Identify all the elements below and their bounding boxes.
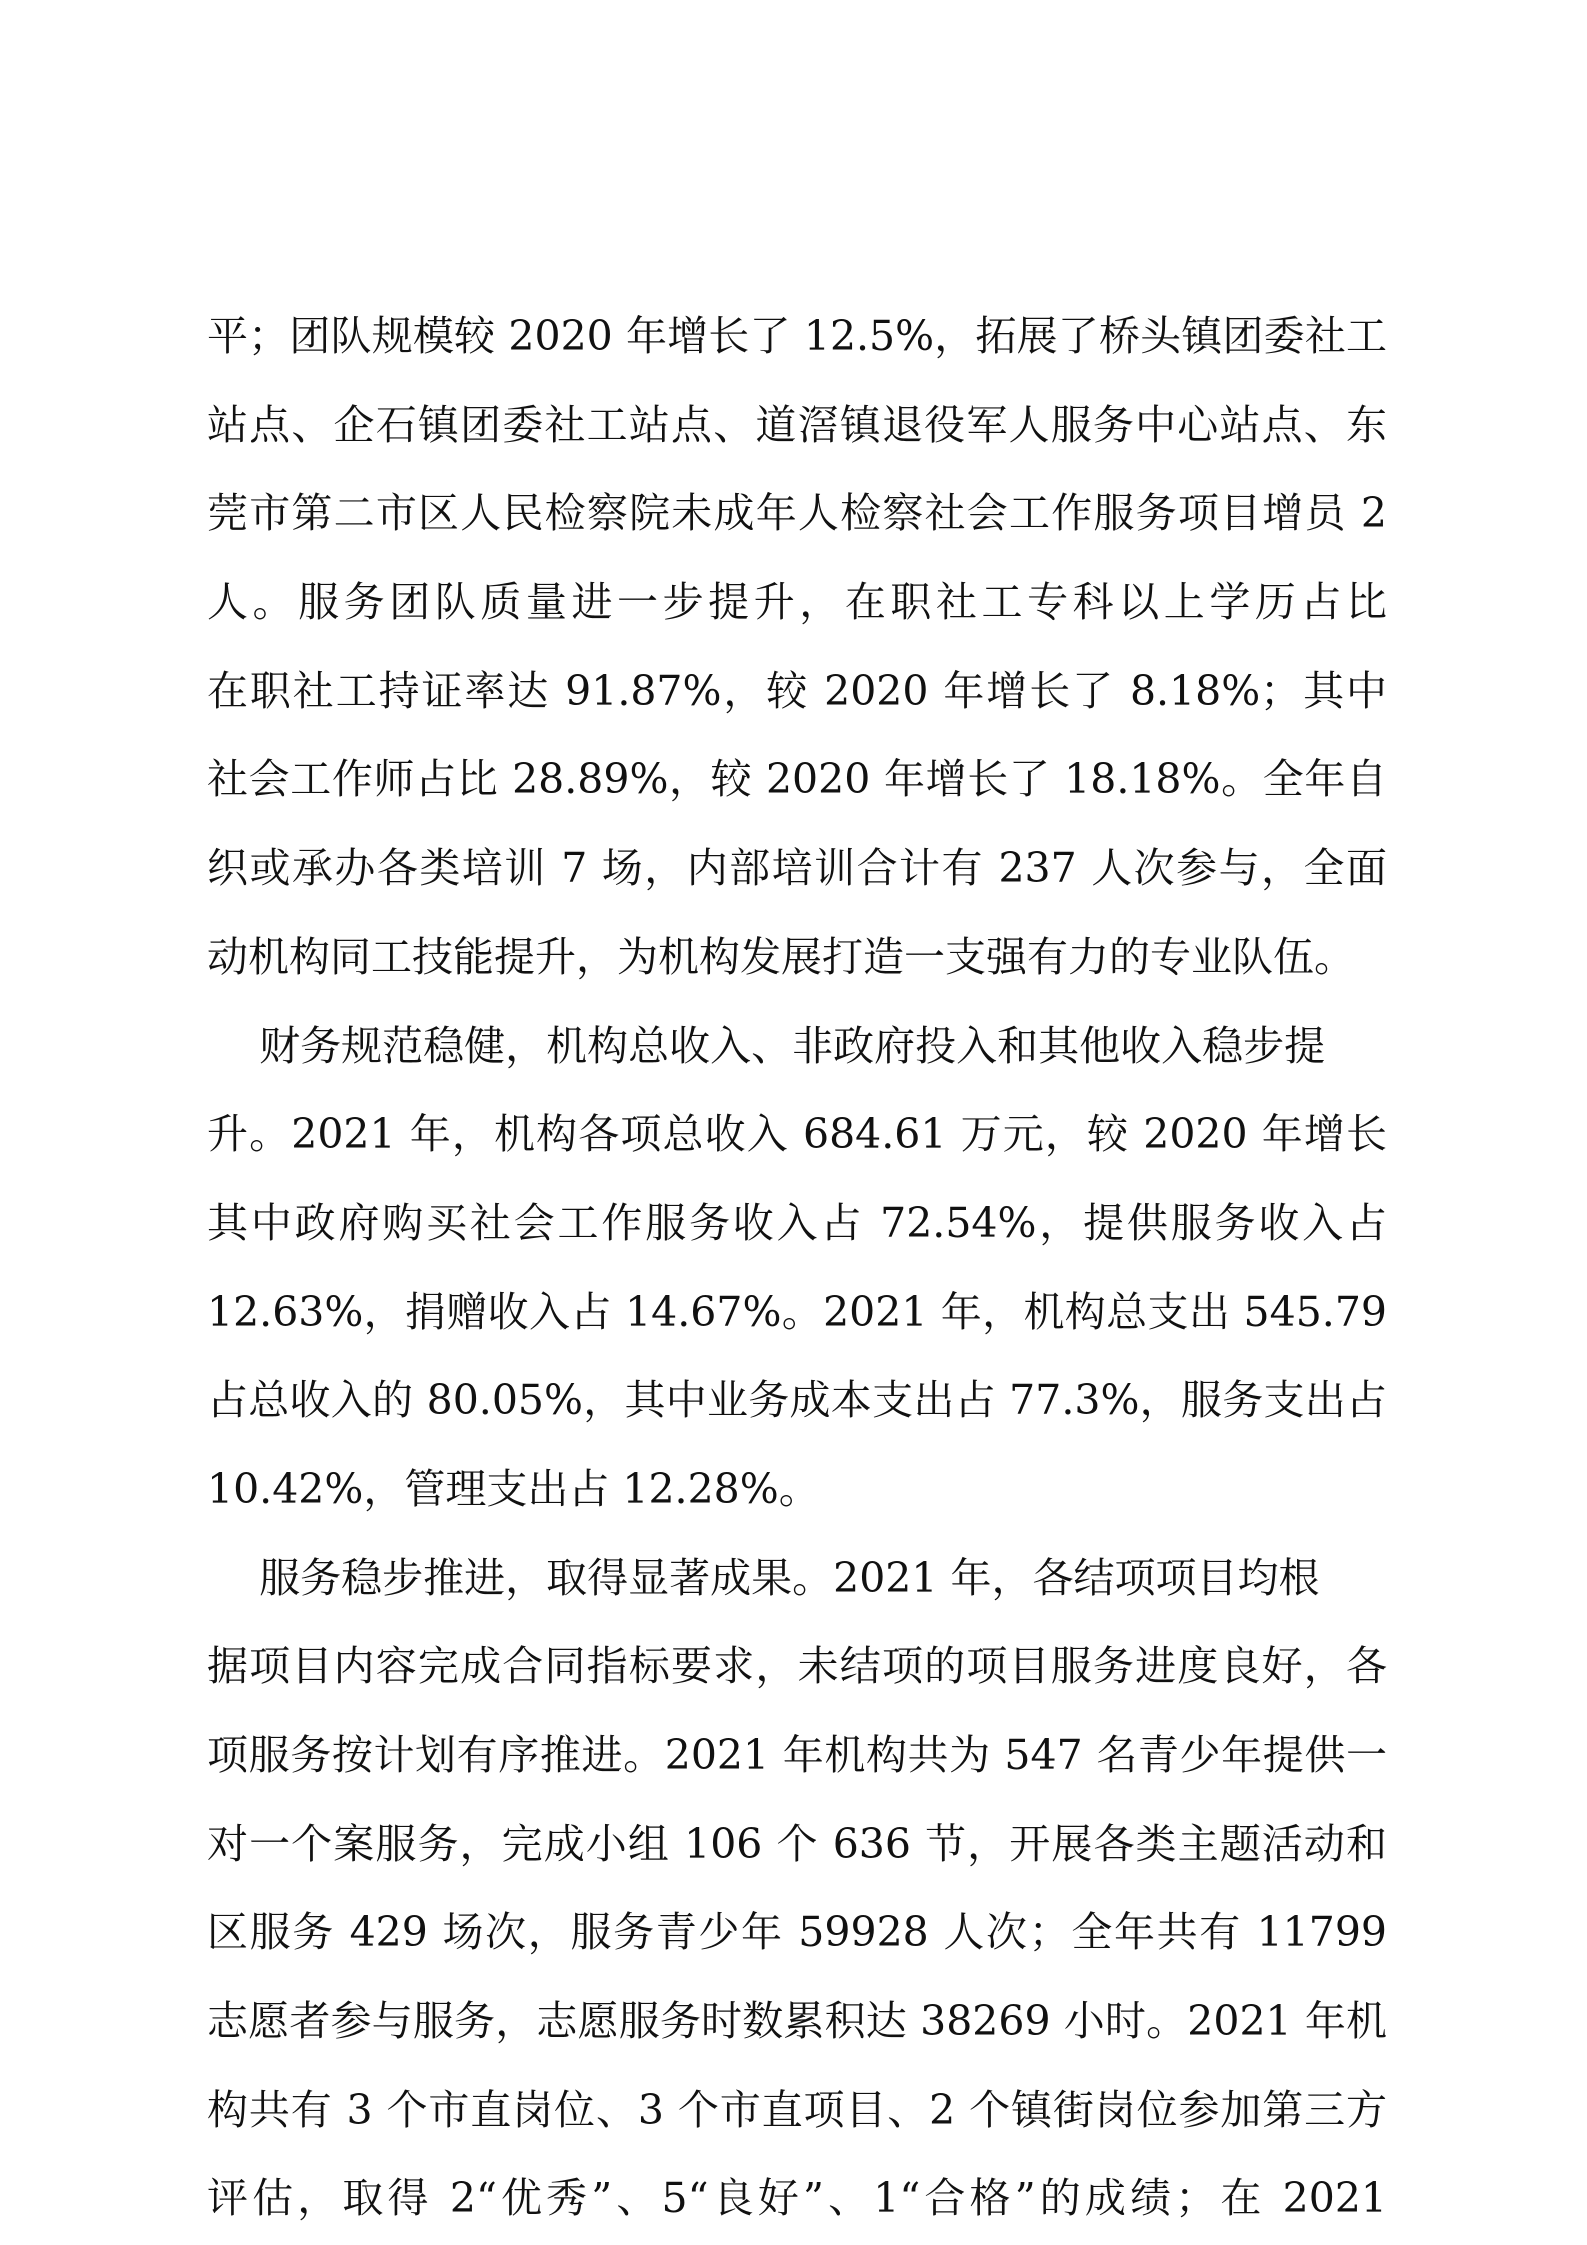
text-line: 10.42%，管理支出占 12.28%。 — [207, 1464, 820, 1513]
text-line: 项服务按计划有序推进。2021 年机构共为 547 名青少年提供一 — [207, 1731, 1387, 1779]
text-line: 评估，取得 2“优秀”、5“良好”、1“合格”的成绩；在 2021 — [207, 2174, 1387, 2223]
text-line: 升。2021 年，机构各项总收入 684.61 万元，较 2020 年增长 — [207, 1110, 1387, 1159]
paragraph-start-line: 财务规范稳健，机构总收入、非政府投入和其他收入稳步提 — [207, 1021, 1326, 1070]
text-line: 站点、企石镇团委社工站点、道滘镇退役军人服务中心站点、东 — [207, 400, 1387, 449]
text-line: 据项目内容完成合同指标要求，未结项的项目服务进度良好，各 — [207, 1642, 1387, 1691]
text-line: 对一个案服务，完成小组 106 个 636 节，开展各类主题活动和 — [207, 1819, 1387, 1868]
text-line: 莞市第二市区人民检察院未成年人检察社会工作服务项目增员 2 — [207, 489, 1387, 538]
text-line: 平；团队规模较 2020 年增长了 12.5%，拓展了桥头镇团委社工 — [207, 312, 1387, 360]
text-line: 其中政府购买社会工作服务收入占 72.54%，提供服务收入占 — [207, 1198, 1387, 1247]
text-line: 人。服务团队质量进一步提升，在职社工专科以上学历占比 — [207, 578, 1387, 627]
text-line: 在职社工持证率达 91.87%，较 2020 年增长了 8.18%；其中 — [207, 666, 1387, 715]
text-line: 动机构同工技能提升，为机构发展打造一支强有力的专业队伍。 — [207, 932, 1355, 981]
text-line: 志愿者参与服务，志愿服务时数累积达 38269 小时。2021 年机 — [207, 1997, 1387, 2046]
paragraph-start-line: 服务稳步推进，取得显著成果。2021 年，各结项项目均根 — [207, 1553, 1320, 1602]
text-line: 织或承办各类培训 7 场，内部培训合计有 237 人次参与，全面 — [207, 844, 1387, 893]
text-line: 社会工作师占比 28.89%，较 2020 年增长了 18.18%。全年自 — [207, 755, 1387, 804]
text-line: 12.63%，捐赠收入占 14.67%。2021 年，机构总支出 545.79 — [207, 1287, 1387, 1336]
text-line: 构共有 3 个市直岗位、3 个市直项目、2 个镇街岗位参加第三方 — [207, 2085, 1387, 2134]
text-line: 占总收入的 80.05%，其中业务成本支出占 77.3%，服务支出占 — [207, 1376, 1387, 1425]
text-line: 区服务 429 场次，服务青少年 59928 人次；全年共有 11799 — [207, 1908, 1387, 1957]
body-text — [207, 292, 1387, 2243]
